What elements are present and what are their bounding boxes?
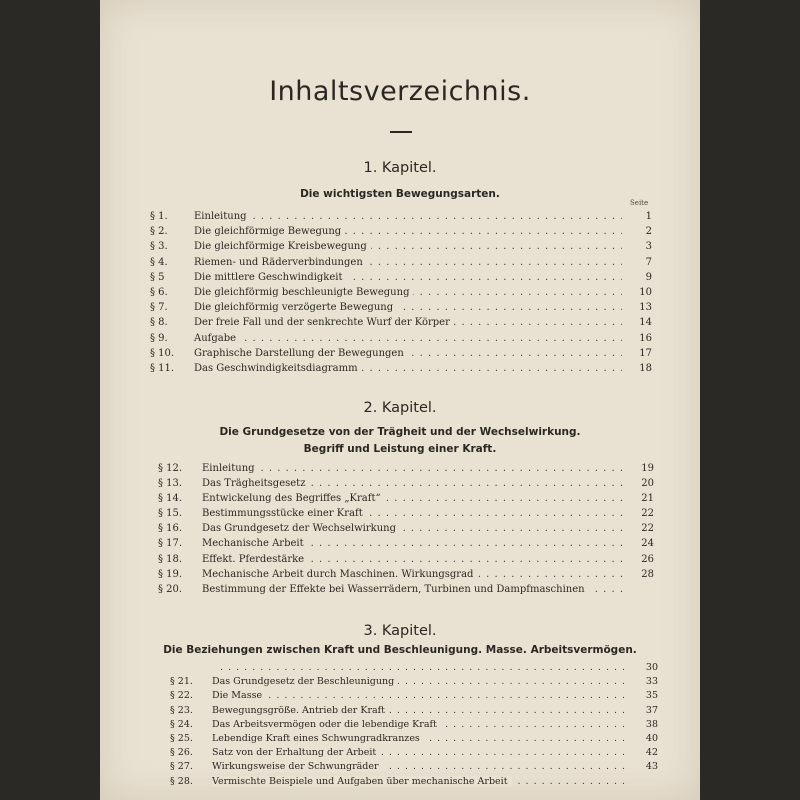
entry-title-leader [212, 760, 628, 774]
toc-entry [170, 704, 658, 718]
entry-title: Lebendige Kraft eines Schwungradkranzes [212, 733, 424, 744]
entry-title: Mechanische Arbeit durch Maschinen. Wirkungsgrad [202, 569, 477, 580]
entry-title-leader [212, 675, 628, 689]
section-number: § 7. [150, 302, 168, 314]
title-divider [390, 131, 412, 133]
section-number: § 20. [158, 583, 183, 595]
entry-title: Einleitung [202, 463, 259, 474]
entry-title: Wirkungsweise der Schwungräder [212, 761, 383, 772]
toc-entry [150, 331, 652, 346]
entry-title-leader [194, 270, 622, 285]
entry-title: Vermischte Beispiele und Aufgaben über mechanische Arbeit [212, 776, 512, 787]
entry-title-leader [212, 689, 628, 703]
book-page [100, 0, 700, 800]
page-number: 9 [645, 271, 652, 283]
entry-title: Das Grundgesetz der Wechselwirkung [202, 523, 400, 534]
entry-title-leader [202, 521, 624, 536]
toc-entry [150, 300, 652, 315]
toc-entry [150, 209, 652, 224]
section-number: § 21. [170, 676, 193, 688]
entry-title-leader [202, 552, 624, 567]
toc-entry [158, 491, 654, 506]
entry-title-leader [194, 300, 622, 315]
section-number: § 1. [150, 211, 168, 222]
page-number: 10 [639, 286, 652, 298]
entry-title: Bestimmung der Effekte bei Wasserrädern, Turbinen und Dampfmaschinen [202, 584, 589, 595]
page-number: 38 [645, 718, 658, 730]
toc-entry [158, 461, 654, 476]
entry-title: Das Arbeitsvermögen oder die lebendige Kraft [212, 719, 441, 730]
section-number: § 23. [170, 704, 193, 716]
toc-entry [170, 732, 658, 746]
entry-title-leader [194, 239, 622, 254]
page-number: 13 [639, 302, 652, 314]
entry-title-leader [194, 361, 622, 376]
entry-title-leader [212, 775, 628, 789]
entry-title-leader [212, 718, 628, 732]
entry-title: Das Geschwindigkeitsdiagramm [194, 363, 362, 374]
entry-title-leader [202, 582, 624, 597]
page-number: 42 [645, 747, 658, 759]
section-number: § 6. [150, 286, 168, 298]
chapter-1-heading: 1. Kapitel. [363, 160, 437, 176]
entry-title-leader [194, 255, 622, 270]
chapter-3-entries [170, 661, 658, 789]
seite-label: Seite [630, 199, 649, 207]
page-number: 14 [639, 317, 652, 329]
toc-entry [150, 315, 652, 330]
page-number: 24 [641, 538, 654, 550]
section-number: § 3. [150, 241, 168, 253]
section-number: § 4. [150, 256, 168, 268]
chapter-2-entries [158, 461, 654, 597]
page-title: Inhaltsverzeichnis. [269, 76, 531, 107]
page-number: 33 [645, 676, 658, 688]
entry-title: Der freie Fall und der senkrechte Wurf der Körper [194, 317, 454, 328]
toc-entry [170, 775, 658, 789]
toc-entry [150, 255, 652, 270]
entry-title: Die Masse [212, 690, 266, 701]
entry-title: Effekt. Pferdestärke [202, 554, 308, 565]
toc-entry [158, 506, 654, 521]
page-number: 22 [641, 508, 654, 520]
entry-title-leader [202, 491, 624, 506]
page-number: 18 [639, 362, 652, 374]
page-number: 40 [645, 732, 658, 744]
toc-entry [150, 361, 652, 376]
toc-entry [158, 552, 654, 567]
entry-title: Entwickelung des Begriffes „Kraft“ [202, 493, 385, 504]
toc-entry [170, 689, 658, 703]
section-number: § 24. [170, 718, 193, 730]
entry-title-leader [194, 224, 622, 239]
section-number: § 17. [158, 538, 183, 550]
entry-title [212, 662, 216, 673]
section-number: § 13. [158, 478, 183, 490]
page-number: 21 [641, 493, 654, 505]
chapter-3-subtitle: Die Beziehungen zwischen Kraft und Beschleunigung. Masse. Arbeitsvermögen. [163, 644, 637, 656]
section-number: § 22. [170, 690, 193, 702]
chapter-2-heading: 2. Kapitel. [363, 400, 437, 416]
section-number: § 18. [158, 553, 183, 565]
section-number: § 12. [158, 463, 183, 474]
page-number: 19 [641, 463, 654, 474]
chapter-2-subtitle-line-1: Die Grundgesetze von der Trägheit und der Wechselwirkung. [219, 426, 581, 438]
page-number: 43 [645, 761, 658, 773]
section-number: § 9. [150, 332, 168, 344]
page-number: 7 [645, 256, 652, 268]
chapter-1-entries [150, 209, 652, 376]
entry-title: Einleitung [194, 211, 251, 222]
entry-title-leader [212, 746, 628, 760]
entry-title: Die gleichförmige Bewegung [194, 226, 345, 237]
entry-title-leader [194, 209, 622, 224]
page-number: 28 [641, 568, 654, 580]
entry-title-leader [202, 536, 624, 551]
entry-title: Satz von der Erhaltung der Arbeit [212, 747, 380, 758]
toc-entry [150, 224, 652, 239]
page-number: 20 [641, 478, 654, 490]
page-number: 37 [645, 704, 658, 716]
entry-title: Bestimmungsstücke einer Kraft [202, 508, 367, 519]
page-number: 16 [639, 332, 652, 344]
toc-entry [150, 270, 652, 285]
page-number: 2 [645, 226, 652, 238]
section-number: § 11. [150, 362, 175, 374]
toc-entry [158, 476, 654, 491]
chapter-3-heading: 3. Kapitel. [363, 623, 437, 639]
entry-title-leader [202, 476, 624, 491]
toc-entry [170, 718, 658, 732]
chapter-2-subtitle-line-2: Begriff und Leistung einer Kraft. [303, 443, 497, 455]
toc-entry [170, 675, 658, 689]
entry-title-leader [194, 285, 622, 300]
section-number: § 25. [170, 732, 193, 744]
toc-entry [150, 346, 652, 361]
toc-entry [158, 582, 654, 597]
section-number: § 8. [150, 317, 168, 329]
toc-entry [170, 661, 658, 675]
entry-title: Riemen- und Räderverbindungen [194, 257, 367, 268]
toc-entry [170, 760, 658, 774]
page-number: 3 [645, 241, 652, 253]
entry-title-leader [194, 346, 622, 361]
entry-title-leader [194, 331, 622, 346]
page-number: 30 [645, 662, 658, 673]
page-number: 17 [639, 347, 652, 359]
page-number: 35 [645, 690, 658, 702]
entry-title-leader [202, 506, 624, 521]
entry-title: Das Trägheitsgesetz [202, 478, 309, 489]
entry-title: Graphische Darstellung der Bewegungen [194, 348, 408, 359]
chapter-1-subtitle: Die wichtigsten Bewegungsarten. [300, 188, 500, 200]
entry-title: Die gleichförmig verzögerte Bewegung [194, 302, 397, 313]
toc-entry [158, 521, 654, 536]
entry-title: Das Grundgesetz der Beschleunigung [212, 676, 398, 687]
entry-title: Die gleichförmig beschleunigte Bewegung [194, 287, 413, 298]
section-number: § 26. [170, 747, 193, 759]
entry-title: Die mittlere Geschwindigkeit [194, 272, 347, 283]
page-number: 26 [641, 553, 654, 565]
entry-title-leader [202, 567, 624, 582]
entry-title-leader [194, 315, 622, 330]
section-number: § 19. [158, 568, 183, 580]
entry-title-leader [212, 732, 628, 746]
toc-entry [158, 567, 654, 582]
toc-entry [150, 285, 652, 300]
section-number: § 2. [150, 226, 168, 238]
entry-title: Aufgabe [194, 333, 240, 344]
toc-entry [150, 239, 652, 254]
section-number: § 5 [150, 271, 165, 283]
toc-entry [158, 536, 654, 551]
toc-entry [170, 746, 658, 760]
section-number: § 10. [150, 347, 175, 359]
section-number: § 14. [158, 493, 183, 505]
section-number: § 28. [170, 775, 193, 787]
entry-title-leader [212, 661, 628, 675]
page-number: 22 [641, 523, 654, 535]
entry-title-leader [212, 704, 628, 718]
section-number: § 16. [158, 523, 183, 535]
section-number: § 15. [158, 508, 183, 520]
section-number: § 27. [170, 761, 193, 773]
entry-title-leader [202, 461, 624, 476]
page-number: 1 [645, 211, 652, 222]
entry-title: Bewegungsgröße. Antrieb der Kraft [212, 705, 389, 716]
entry-title: Mechanische Arbeit [202, 538, 308, 549]
entry-title: Die gleichförmige Kreisbewegung [194, 241, 371, 252]
